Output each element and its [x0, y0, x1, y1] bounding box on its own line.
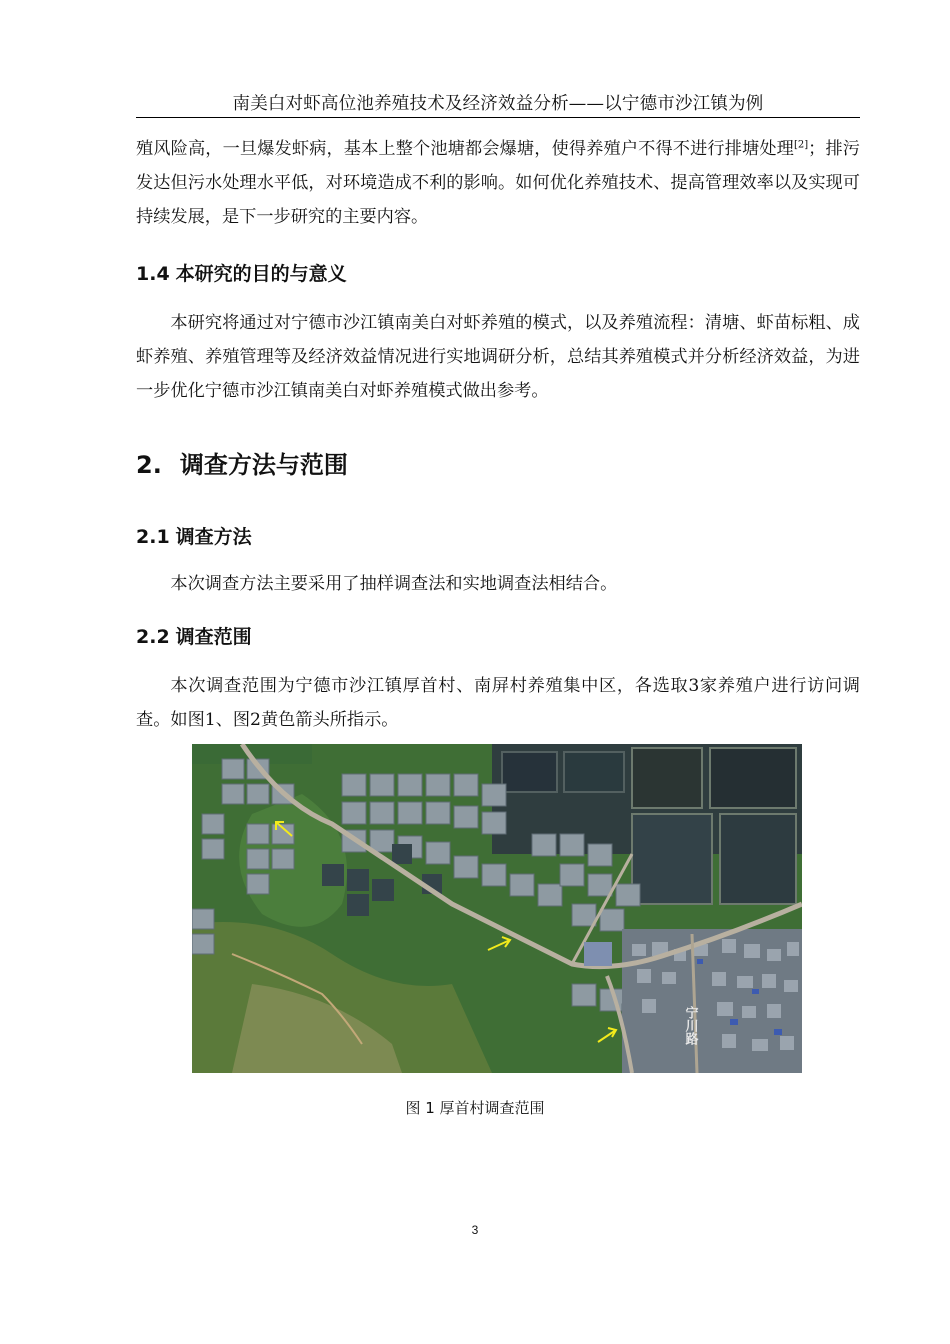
warehouse-roof [584, 942, 612, 966]
chapter-number: 2. [136, 451, 162, 479]
pond [564, 752, 624, 792]
section-title: 调查范围 [175, 626, 252, 648]
paragraph-text: 殖风险高，一旦爆发虾病，基本上整个池塘都会爆塘，使得养殖户不得不进行排塘处理 [136, 139, 794, 159]
section-heading-1-4 [136, 259, 347, 286]
paragraph-scope: 本次调查范围为宁德市沙江镇厚首村、南屏村养殖集中区，各选取3家养殖户进行访问调查。如图1、图2黄色箭头所指示。 [136, 676, 860, 730]
pond [502, 752, 557, 792]
figure-caption: 图 1 厚首村调查范围 [405, 1099, 545, 1117]
satellite-map-figure [192, 744, 802, 1073]
paragraph-text: ；排污发达但污水处理水平低，对环境造成不利的影响。如何优化养殖技术、提高管理效率以及实现可持续发展，是下一步研究的主要内容。 [136, 139, 860, 227]
citation-ref: [2] [793, 139, 809, 151]
pond [632, 748, 702, 808]
chapter-title: 调查方法与范围 [179, 451, 348, 479]
pond [720, 814, 796, 904]
section-number: 1.4 [136, 263, 170, 285]
paragraph-purpose: 本研究将通过对宁德市沙江镇南美白对虾养殖的模式，以及养殖流程：清塘、虾苗标粗、成虾养殖、养殖管理等及经济效益情况进行实地调研分析，总结其养殖模式并分析经济效益，为进一步优化宁德市沙江镇南美白对虾养殖模式做出参考。 [136, 313, 860, 401]
header-rule [136, 117, 860, 118]
paragraph-method: 本次调查方法主要采用了抽样调查法和实地调查法相结合。 [170, 574, 618, 594]
satellite-map [192, 744, 802, 1073]
section-heading-2-1 [136, 522, 252, 549]
paragraph-risk-continuation [136, 132, 860, 234]
page-number: 3 [471, 1223, 479, 1237]
section-number: 2.1 [136, 526, 170, 548]
section-title: 调查方法 [175, 526, 252, 548]
section-heading-2-2 [136, 622, 252, 649]
chapter-heading-2 [136, 445, 348, 480]
road-name-label: 宁川路 [682, 1006, 698, 1045]
pond [632, 814, 712, 904]
section-number: 2.2 [136, 626, 170, 648]
pond [710, 748, 796, 808]
running-header: 南美白对虾高位池养殖技术及经济效益分析——以宁德市沙江镇为例 [232, 94, 764, 114]
section-title: 本研究的目的与意义 [175, 263, 347, 285]
